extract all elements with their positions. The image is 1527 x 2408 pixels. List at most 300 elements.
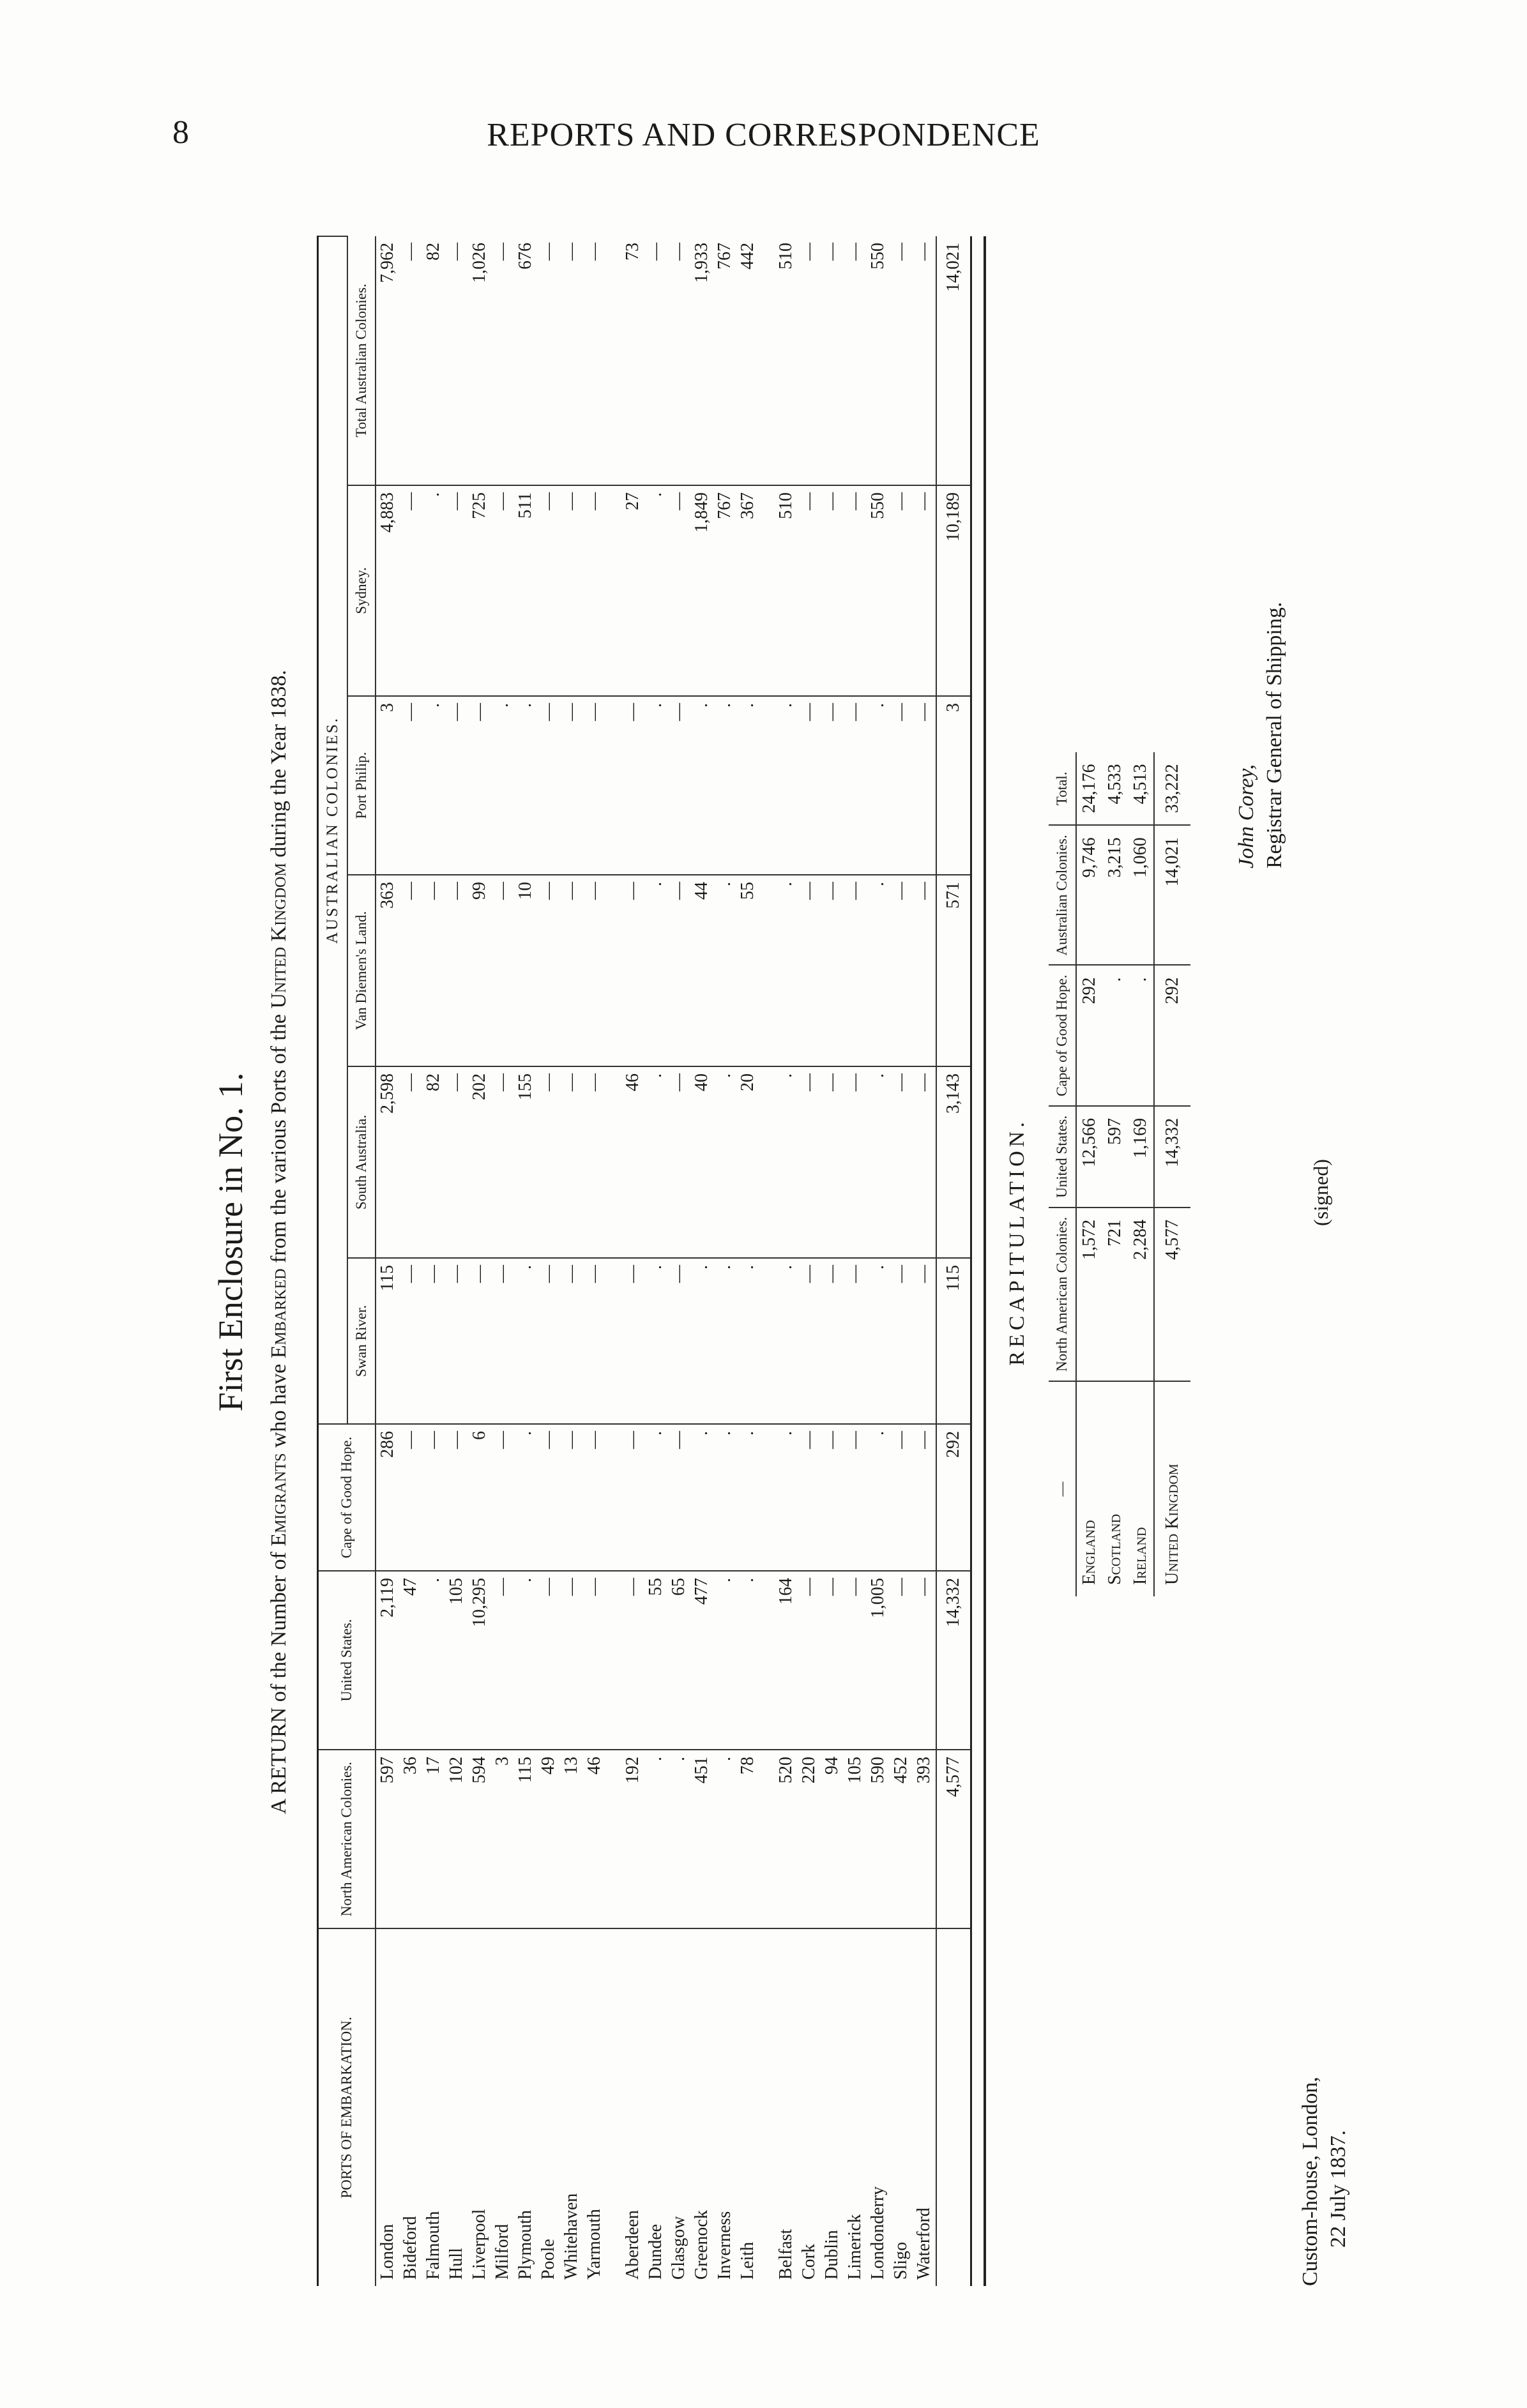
cell-syd: — [913, 485, 936, 696]
recap-cell-us: 1,169 [1128, 1106, 1154, 1208]
cell-swan: . [713, 1258, 736, 1424]
cell-swan: — [798, 1258, 821, 1424]
recap-cell-na: 2,284 [1128, 1208, 1154, 1381]
cell-us: 55 [644, 1571, 667, 1750]
cell-us: 477 [690, 1571, 713, 1750]
cell-vdl: — [583, 875, 606, 1066]
header-united-states: United States. [318, 1571, 376, 1750]
recap-row [1102, 752, 1128, 1596]
total-pp: 3 [936, 696, 971, 875]
cell-cape: 286 [376, 1424, 399, 1571]
cell-vdl: — [890, 875, 913, 1066]
cell-swan: — [583, 1258, 606, 1424]
cell-tot: — [891, 242, 911, 261]
recap-cell-cape: . [1102, 965, 1128, 1105]
cell-sa: — [491, 1066, 514, 1258]
group-spacer [759, 236, 775, 2286]
cell-swan: — [821, 1258, 844, 1424]
cell-sa: . [867, 1066, 890, 1258]
cell-syd: 27 [621, 485, 644, 696]
port-name: London [376, 1928, 399, 2286]
cell-syd: . [644, 485, 667, 696]
table-row [422, 236, 445, 2286]
port-name: Hull [445, 1928, 468, 2286]
cell-cape: — [537, 1424, 560, 1571]
cell-us: — [560, 1571, 583, 1750]
cell-vdl: — [913, 875, 936, 1066]
cell-na: 590 [867, 1750, 890, 1928]
signatory-title: Registrar General of Shipping. [1263, 602, 1286, 868]
cell-syd: 4,883 [376, 485, 399, 696]
cell-cape: 6 [468, 1424, 491, 1571]
cell-syd: — [798, 485, 821, 696]
port-name: Dublin [821, 1928, 844, 2286]
cell-cape: — [560, 1424, 583, 1571]
cell-vdl: . [644, 875, 667, 1066]
cell-cape: — [445, 1424, 468, 1571]
cell-cape: — [621, 1424, 644, 1571]
recap-label: Scotland [1102, 1381, 1128, 1596]
cell-pp: — [667, 696, 690, 875]
cell-swan: — [621, 1258, 644, 1424]
enclosure-heading: First Enclosure in No. 1. [211, 1072, 250, 1412]
cell-pp: . [775, 696, 798, 875]
cell-tot: — [400, 242, 420, 261]
port-name: Inverness [713, 1928, 736, 2286]
cell-tot: 767 [715, 242, 734, 269]
recap-header-blank: — [1049, 1381, 1076, 1596]
port-name: Liverpool [468, 1928, 491, 2286]
cell-cape: . [867, 1424, 890, 1571]
cell-sa: 40 [690, 1066, 713, 1258]
table-row [913, 236, 936, 2286]
table-row [514, 236, 537, 2286]
cell-cape: . [713, 1424, 736, 1571]
table-row [844, 236, 867, 2286]
cell-pp: . [644, 696, 667, 875]
cell-pp: — [798, 696, 821, 875]
cell-sa: — [844, 1066, 867, 1258]
cell-syd: 767 [713, 485, 736, 696]
cell-sa: — [560, 1066, 583, 1258]
total-vdl: 571 [936, 875, 971, 1066]
cell-na: 94 [821, 1750, 844, 1928]
cell-tot: — [646, 242, 665, 261]
title-part: United Kingdom [267, 863, 291, 1009]
table-row [821, 236, 844, 2286]
table-row [376, 236, 399, 2286]
signature-block [1233, 602, 1289, 868]
cell-us: . [713, 1571, 736, 1750]
cell-vdl: . [867, 875, 890, 1066]
cell-syd: — [537, 485, 560, 696]
cell-tot: — [584, 242, 604, 261]
cell-syd: 725 [468, 485, 491, 696]
cell-tot: — [561, 242, 581, 261]
cell-cape: — [399, 1424, 422, 1571]
table-row [798, 236, 821, 2286]
cell-swan: — [913, 1258, 936, 1424]
cell-sa: . [775, 1066, 798, 1258]
dateline [1296, 2077, 1353, 2286]
cell-pp: — [560, 696, 583, 875]
cell-vdl: — [798, 875, 821, 1066]
cell-sa: — [537, 1066, 560, 1258]
recap-table [1049, 752, 1190, 1596]
cell-swan: — [890, 1258, 913, 1424]
recap-header-united-states: United States. [1049, 1106, 1076, 1208]
cell-pp: 3 [376, 696, 399, 875]
running-head: REPORTS AND CORRESPONDENCE [487, 117, 1040, 153]
cell-tot: 510 [776, 242, 796, 269]
totals-row [936, 236, 971, 2286]
cell-cape: — [798, 1424, 821, 1571]
cell-na: 594 [468, 1750, 491, 1928]
total-na: 4,577 [936, 1750, 971, 1928]
port-name: Yarmouth [583, 1928, 606, 2286]
dateline-date: 22 July 1837. [1326, 2130, 1350, 2248]
cell-syd: — [667, 485, 690, 696]
signatory-name: John Corey, [1235, 764, 1258, 868]
port-name: Dundee [644, 1928, 667, 2286]
cell-sa: 46 [621, 1066, 644, 1258]
header-van-diemen: Van Diemen's Land. [347, 875, 376, 1066]
cell-pp: . [422, 696, 445, 875]
cell-na: 192 [621, 1750, 644, 1928]
cell-tot: 442 [738, 242, 757, 269]
recap-cell-na: 721 [1102, 1208, 1128, 1381]
dateline-place: Custom-house, London, [1298, 2077, 1322, 2286]
recap-cell-aus: 9,746 [1076, 825, 1102, 965]
recap-cell-na: 4,577 [1154, 1208, 1190, 1381]
cell-na: 393 [913, 1750, 936, 1928]
cell-vdl: — [667, 875, 690, 1066]
recap-cell-us: 597 [1102, 1106, 1128, 1208]
cell-na: 13 [560, 1750, 583, 1928]
recap-cell-aus: 3,215 [1102, 825, 1128, 965]
cell-syd: 1,849 [690, 485, 713, 696]
table-row [867, 236, 890, 2286]
recap-cell-us: 14,332 [1154, 1106, 1190, 1208]
section-rule [984, 236, 986, 2286]
recap-body [1076, 752, 1190, 1596]
port-name: Londonderry [867, 1928, 890, 2286]
port-name: Glasgow [667, 1928, 690, 2286]
cell-us: 10,295 [468, 1571, 491, 1750]
header-sydney: Sydney. [347, 485, 376, 696]
cell-cape: — [583, 1424, 606, 1571]
cell-syd: . [422, 485, 445, 696]
cell-syd: 367 [736, 485, 759, 696]
cell-swan: . [690, 1258, 713, 1424]
cell-syd: — [491, 485, 514, 696]
cell-swan: . [644, 1258, 667, 1424]
cell-us: — [537, 1571, 560, 1750]
cell-tot: — [799, 242, 819, 261]
recap-cell-us: 12,566 [1076, 1106, 1102, 1208]
port-name: Milford [491, 1928, 514, 2286]
recap-title: RECAPITULATION. [1005, 1118, 1029, 1366]
total-tot: 14,021 [936, 236, 971, 485]
table-row [537, 236, 560, 2286]
totals-label [936, 1928, 971, 2286]
port-name: Plymouth [514, 1928, 537, 2286]
cell-na: 78 [736, 1750, 759, 1928]
cell-pp: . [867, 696, 890, 875]
cell-cape: — [422, 1424, 445, 1571]
header-total-australian: Total Australian Colonies. [347, 236, 376, 485]
cell-sa: 2,598 [376, 1066, 399, 1258]
cell-na: 520 [775, 1750, 798, 1928]
cell-na: 451 [690, 1750, 713, 1928]
cell-cape: — [913, 1424, 936, 1571]
title-part: who have [267, 1358, 291, 1453]
cell-na: 17 [422, 1750, 445, 1928]
cell-vdl: 44 [690, 875, 713, 1066]
cell-pp: . [713, 696, 736, 875]
recap-header-north-american: North American Colonies. [1049, 1208, 1076, 1381]
cell-sa: — [445, 1066, 468, 1258]
cell-cape: . [644, 1424, 667, 1571]
cell-syd: — [821, 485, 844, 696]
header-north-american: North American Colonies. [318, 1750, 376, 1928]
cell-swan: . [867, 1258, 890, 1424]
recap-cell-aus: 14,021 [1154, 825, 1190, 965]
cell-tot: 676 [515, 242, 535, 269]
cell-na: 36 [399, 1750, 422, 1928]
table-row [690, 236, 713, 2286]
cell-na: 105 [844, 1750, 867, 1928]
title-part: Emigrants [267, 1453, 291, 1547]
port-name: Cork [798, 1928, 821, 2286]
cell-tot: — [914, 242, 934, 261]
port-name: Leith [736, 1928, 759, 2286]
cell-swan: — [422, 1258, 445, 1424]
cell-pp: — [537, 696, 560, 875]
recap-total-row [1154, 752, 1190, 1596]
cell-pp: — [399, 696, 422, 875]
cell-cape: — [491, 1424, 514, 1571]
cell-swan: — [445, 1258, 468, 1424]
table-row [621, 236, 644, 2286]
cell-pp: — [844, 696, 867, 875]
cell-syd: — [445, 485, 468, 696]
cell-us: . [736, 1571, 759, 1750]
cell-us: — [583, 1571, 606, 1750]
header-australian-group: AUSTRALIAN COLONIES. [318, 236, 348, 1424]
cell-swan: . [775, 1258, 798, 1424]
cell-pp: . [514, 696, 537, 875]
table-row [399, 236, 422, 2286]
cell-swan: — [667, 1258, 690, 1424]
total-us: 14,332 [936, 1571, 971, 1750]
cell-vdl: — [491, 875, 514, 1066]
cell-vdl: — [422, 875, 445, 1066]
table-row [468, 236, 491, 2286]
port-name: Falmouth [422, 1928, 445, 2286]
cell-vdl: — [399, 875, 422, 1066]
cell-us: 47 [399, 1571, 422, 1750]
cell-pp: . [491, 696, 514, 875]
cell-pp: — [913, 696, 936, 875]
cell-na: 115 [514, 1750, 537, 1928]
cell-us: 2,119 [376, 1571, 399, 1750]
cell-swan: . [736, 1258, 759, 1424]
cell-na: 102 [445, 1750, 468, 1928]
header-port-philip: Port Philip. [347, 696, 376, 875]
cell-cape: . [775, 1424, 798, 1571]
cell-pp: . [690, 696, 713, 875]
recap-label: England [1076, 1381, 1102, 1596]
cell-na: 220 [798, 1750, 821, 1928]
table-title [267, 172, 291, 2312]
recap-row [1076, 752, 1102, 1596]
cell-vdl: — [844, 875, 867, 1066]
recap-header-total: Total. [1049, 752, 1076, 825]
cell-sa: 20 [736, 1066, 759, 1258]
title-part: Embarked [267, 1268, 291, 1359]
cell-us: — [491, 1571, 514, 1750]
cell-vdl: . [713, 875, 736, 1066]
header-south-australia: South Australia. [347, 1066, 376, 1258]
cell-pp: — [445, 696, 468, 875]
cell-pp: . [736, 696, 759, 875]
cell-vdl: 99 [468, 875, 491, 1066]
cell-vdl: 10 [514, 875, 537, 1066]
title-part: during the Year 1838. [267, 670, 291, 863]
cell-tot: — [669, 242, 688, 261]
cell-tot: 1,933 [692, 242, 711, 283]
header-swan-river: Swan River. [347, 1258, 376, 1424]
cell-cape: . [736, 1424, 759, 1571]
cell-tot: 82 [423, 242, 443, 261]
cell-syd: — [399, 485, 422, 696]
cell-cape: — [667, 1424, 690, 1571]
recap-label: United Kingdom [1154, 1381, 1190, 1596]
cell-pp: — [890, 696, 913, 875]
cell-tot: 7,962 [377, 242, 397, 283]
cell-sa: 155 [514, 1066, 537, 1258]
port-name: Bideford [399, 1928, 422, 2286]
cell-pp: — [821, 696, 844, 875]
cell-us: — [621, 1571, 644, 1750]
port-name: Aberdeen [621, 1928, 644, 2286]
cell-sa: 202 [468, 1066, 491, 1258]
cell-na: . [667, 1750, 690, 1928]
cell-syd: — [560, 485, 583, 696]
table-row [775, 236, 798, 2286]
cell-syd: — [844, 485, 867, 696]
recap-cell-cape: 292 [1154, 965, 1190, 1105]
title-part: A RETURN of the Number of [267, 1546, 291, 1814]
recap-row [1128, 752, 1154, 1596]
cell-na: . [644, 1750, 667, 1928]
cell-pp: — [621, 696, 644, 875]
cell-vdl: — [445, 875, 468, 1066]
cell-swan: 115 [376, 1258, 399, 1424]
cell-cape: . [514, 1424, 537, 1571]
total-syd: 10,189 [936, 485, 971, 696]
port-name: Waterford [913, 1928, 936, 2286]
recap-header-australian: Australian Colonies. [1049, 825, 1076, 965]
cell-us: — [821, 1571, 844, 1750]
cell-vdl: — [537, 875, 560, 1066]
recap-label: Ireland [1128, 1381, 1154, 1596]
cell-cape: . [690, 1424, 713, 1571]
cell-sa: — [913, 1066, 936, 1258]
signed-note: (signed) [1309, 1159, 1332, 1226]
cell-us: 65 [667, 1571, 690, 1750]
recap-cell-cape: 292 [1076, 965, 1102, 1105]
table-row [445, 236, 468, 2286]
emigration-table [317, 236, 972, 2286]
total-swan: 115 [936, 1258, 971, 1424]
port-name: Whitehaven [560, 1928, 583, 2286]
cell-sa: . [644, 1066, 667, 1258]
recap-cell-total: 24,176 [1079, 764, 1099, 814]
cell-us: — [844, 1571, 867, 1750]
cell-us: 164 [775, 1571, 798, 1750]
cell-sa: — [890, 1066, 913, 1258]
cell-sa: . [713, 1066, 736, 1258]
recap-cell-cape: . [1128, 965, 1154, 1105]
cell-sa: — [399, 1066, 422, 1258]
cell-vdl: 55 [736, 875, 759, 1066]
cell-us: 105 [445, 1571, 468, 1750]
cell-swan: — [844, 1258, 867, 1424]
cell-tot: 73 [623, 242, 642, 261]
table-body [376, 236, 971, 2286]
cell-us: . [514, 1571, 537, 1750]
cell-swan: — [399, 1258, 422, 1424]
recap-cell-na: 1,572 [1076, 1208, 1102, 1381]
table-row [736, 236, 759, 2286]
recap-header-cape: Cape of Good Hope. [1049, 965, 1076, 1105]
table-row [491, 236, 514, 2286]
cell-cape: — [890, 1424, 913, 1571]
group-spacer [606, 236, 621, 2286]
recap-cell-aus: 1,060 [1128, 825, 1154, 965]
table-row [713, 236, 736, 2286]
cell-pp: — [468, 696, 491, 875]
table-row [583, 236, 606, 2286]
cell-syd: — [890, 485, 913, 696]
total-cape: 292 [936, 1424, 971, 1571]
cell-na: . [713, 1750, 736, 1928]
cell-vdl: — [621, 875, 644, 1066]
table-row [890, 236, 913, 2286]
cell-us: 1,005 [867, 1571, 890, 1750]
cell-na: 49 [537, 1750, 560, 1928]
cell-tot: — [845, 242, 865, 261]
recap-cell-total: 33,222 [1154, 752, 1190, 825]
cell-tot: — [822, 242, 842, 261]
header-ports: PORTS OF EMBARKATION. [318, 1928, 376, 2286]
cell-us: . [422, 1571, 445, 1750]
recap-cell-total: 4,513 [1130, 764, 1150, 805]
cell-tot: — [492, 242, 512, 261]
cell-vdl: . [775, 875, 798, 1066]
cell-na: 452 [890, 1750, 913, 1928]
cell-na: 46 [583, 1750, 606, 1928]
cell-na: 597 [376, 1750, 399, 1928]
table-row [667, 236, 690, 2286]
cell-us: — [798, 1571, 821, 1750]
cell-syd: 510 [775, 485, 798, 696]
cell-na: 3 [491, 1750, 514, 1928]
cell-pp: — [583, 696, 606, 875]
cell-tot: — [538, 242, 558, 261]
